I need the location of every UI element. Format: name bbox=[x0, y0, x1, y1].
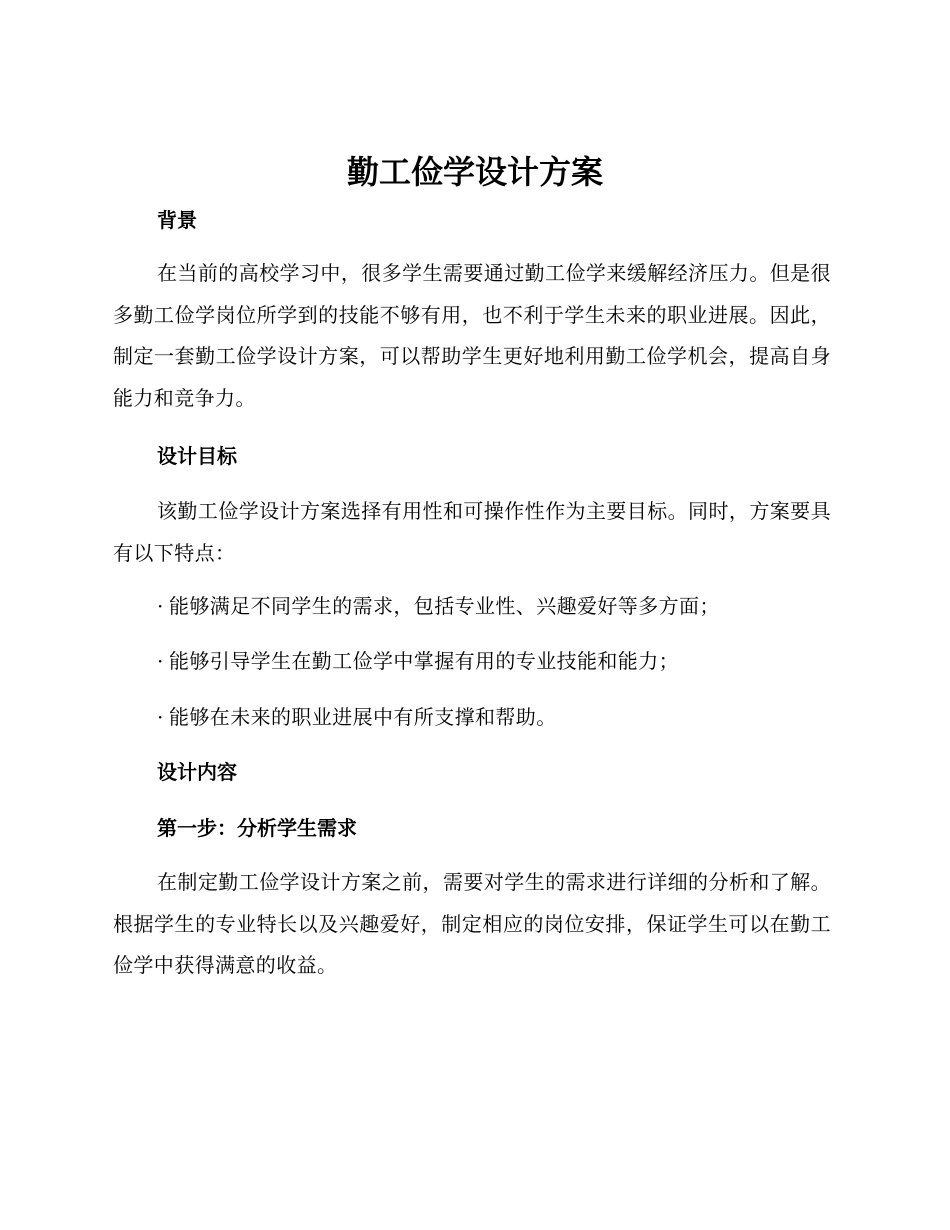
step1-paragraph: 在制定勤工俭学设计方案之前，需要对学生的需求进行详细的分析和了解。根据学生的专业特长以及兴趣爱好，制定相应的岗位安排，保证学生可以在勤工俭学中获得满意的收益。 bbox=[113, 870, 831, 977]
list-item bbox=[157, 702, 557, 732]
document-title: 勤工俭学设计方案 bbox=[346, 153, 603, 191]
list-item-text: 能够在未来的职业进展中有所支撑和帮助。 bbox=[169, 705, 557, 729]
section-heading-background: 背景 bbox=[157, 208, 197, 232]
list-item bbox=[157, 646, 679, 676]
list-item-text: 能够引导学生在勤工俭学中掌握有用的专业技能和能力； bbox=[169, 649, 679, 673]
background-paragraph: 在当前的高校学习中，很多学生需要通过勤工俭学来缓解经济压力。但是很多勤工俭学岗位所学到的技能不够有用，也不利于学生未来的职业进展。因此，制定一套勤工俭学设计方案，可以帮助学生更好地利用勤工俭学机会，提高自身能力和竞争力。 bbox=[113, 261, 831, 410]
step-heading: 第一步：分析学生需求 bbox=[157, 816, 357, 840]
section-heading-goals: 设计目标 bbox=[157, 444, 237, 468]
list-item-text: 能够满足不同学生的需求，包括专业性、兴趣爱好等多方面； bbox=[169, 594, 720, 618]
bullet-dot: · bbox=[157, 705, 164, 729]
bullet-dot: · bbox=[157, 594, 164, 618]
goals-paragraph: 该勤工俭学设计方案选择有用性和可操作性作为主要目标。同时，方案要具有以下特点： bbox=[113, 499, 831, 565]
bullet-dot: · bbox=[157, 649, 164, 673]
section-heading-content: 设计内容 bbox=[157, 760, 237, 784]
list-item bbox=[157, 591, 720, 621]
